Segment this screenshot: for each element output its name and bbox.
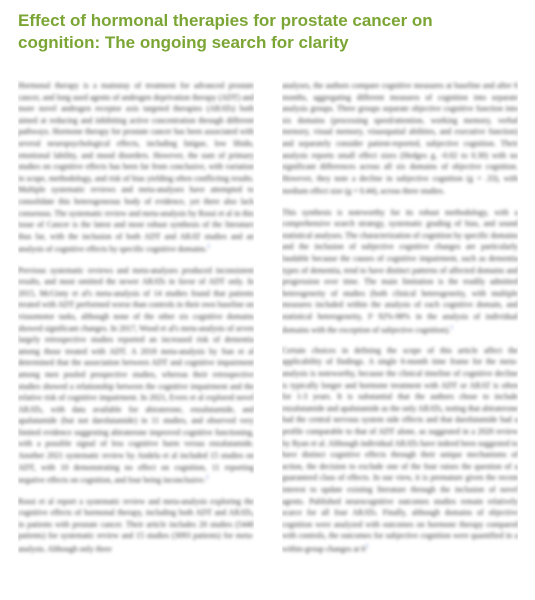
right-column [282,80,518,595]
article-body [18,80,518,595]
reference-superscript[interactable]: 2 [205,475,209,482]
paragraph [18,265,254,487]
paragraph [282,80,518,198]
paragraph-text: Rossi et al report a systematic review and meta-analysis exploring the cognitive effects of hormonal therapy, including both ADT and ARATs, in patients with prostate cancer. Their article includes 20 studies (5440 patients) for systematic review and 15 studies (3093 patients) for meta-analysis. Although only three [18,496,254,554]
paragraph [282,345,518,555]
paragraph-text: This synthesis is noteworthy for its robust methodology, with a comprehensive search strategy, systematic grading of bias, and sound statistical analyses. The characterization of cognition by specific domains and the inclusion of subjective cognitive changes are particularly laudable because the causes of cognitive impairment, such as dementia types of dementia, tend to have distinct patterns of affected domains and progression over time. The main limitation is the readily admitted heterogeneity of studies (both clinical heterogeneity, with multiple measures included within the analysis of each cognitive domain, and statistical heterogeneity, I² 92%-98% in the analysis of individual domains with the exception of subjective cognition). [282,207,518,335]
paragraph-text: Previous systematic reviews and meta-analyses produced inconsistent results, and most omitted the newer ARATs in favor of ADT only. In 2015, McGinty et al's meta-analysis of 14 studies found that patients treated with ADT performed worse than controls in their own baseline on visuomotor tasks, although none of the other six cognitive domains showed significant changes. In 2017, Wood et al's meta-analysis of seven largely retrospective studies reported an increased risk of dementia among those treated with ADT. A 2018 meta-analysis by Sun et al determined that the association between ADT and cognitive impairment among men pooled prospective studies, whereas their retrospective studies showed a relationship between the cognitive impairment and the relative risk of cognitive impairment. In 2021, Evers et al explored novel ARATs, with data available for abiraterone, enzalutamide, and apalutamide (but not darolutamide) in 11 studies, and observed very limited evidence suggesting abiraterone improved cognitive functioning, with a possible signal of less cognitive harm versus enzalutamide. Another 2021 systematic review by Andela et al included 15 studies on ADT, with 10 demonstrating no effect on cognition, 11 reporting negative effects on cognition, and four being inconclusive. [18,265,254,485]
paragraph [18,496,254,556]
left-column [18,80,254,595]
paragraph [282,207,518,336]
paragraph [18,80,254,256]
reference-superscript[interactable]: 2 [365,543,369,550]
paragraph-text: Certain choices in defining the scope of this article affect the applicability of findings. A single 6-month time frame for the meta-analysis is noteworthy, because the clinical timeline of cognitive decline is typically longer and hormone treatment with ADT or ARAT is often for 1-3 years. It is substantial that the authors chose to include enzalutamide and apalutamide as the only ARATs, noting that abiraterone had the central nervous system side effects and that darolutamide had a profile comparable to that of ADT alone, as suggested in a 2020 review by Ryan et al. Although individual ARATs have indeed been suggested to have distinct cognitive effects through their unique mechanisms of action, the decision to exclude one of the four raises the question of a guaranteed class of effects. In our view, it is premature given the recent interest to update existing literature through the inclusion of novel agents. Published neurocognitive outcomes studies remain relatively scarce for all four ARATs. Finally, although domains of objective cognition were analyzed with outcomes on hormone therapy compared with controls, the outcomes for subjective cognition were quantified in a within-group changes at 6 [282,345,518,554]
reference-superscript[interactable]: 1 [450,324,454,331]
paragraph-text: analyses, the authors compare cognitive measures at baseline and after 6 months, aggregating different measures of cognition into separate analysis groups. Three groups separate objective cognitive function into six domains (processing speed/attention, working memory, verbal memory, visual memory, visuospatial abilities, and executive function) and separately consider patient-reported, subjective cognition. Their analysis reports small effect sizes (Hedges g, -0.02 to 0.30) with no significant differences across all six domains of objective cognition. However, they note a decline in subjective cognition (g = .33), with medium effect size (g = 0.44), across three studies. [282,81,518,196]
paragraph-text: Hormonal therapy is a mainstay of treatment for advanced prostate cancer, and long used agents of androgen deprivation therapy (ADT) and more novel androgen receptor axis targeted therapies (ARATs) both aimed at reducing and inhibiting active concentration through different pathways. Hormone therapy for prostate cancer has been associated with several neuropsychological effects, including fatigue, low libido, emotional lability, and mood disorders. However, the sum of primary studies on cognitive effects has been far from conclusive, with variation in scope, methodology, and risk of bias yielding often conflicting results. Multiple systematic reviews and meta-analyses have attempted to consolidate this heterogeneous body of evidence, yet there also lack consensus. The systematic review and meta-analysis by Rossi et al in this issue of Cancer is the latest and most robust synthesis of the literature thus far, with the inclusion of both ADT and ARAT studies and an analysis of cognitive effects by specific cognitive domains. [18,81,254,254]
article-title: Effect of hormonal therapies for prostate cancer on cognition: The ongoing search for clarity [18,11,433,52]
reference-superscript[interactable]: 1 [207,244,211,251]
